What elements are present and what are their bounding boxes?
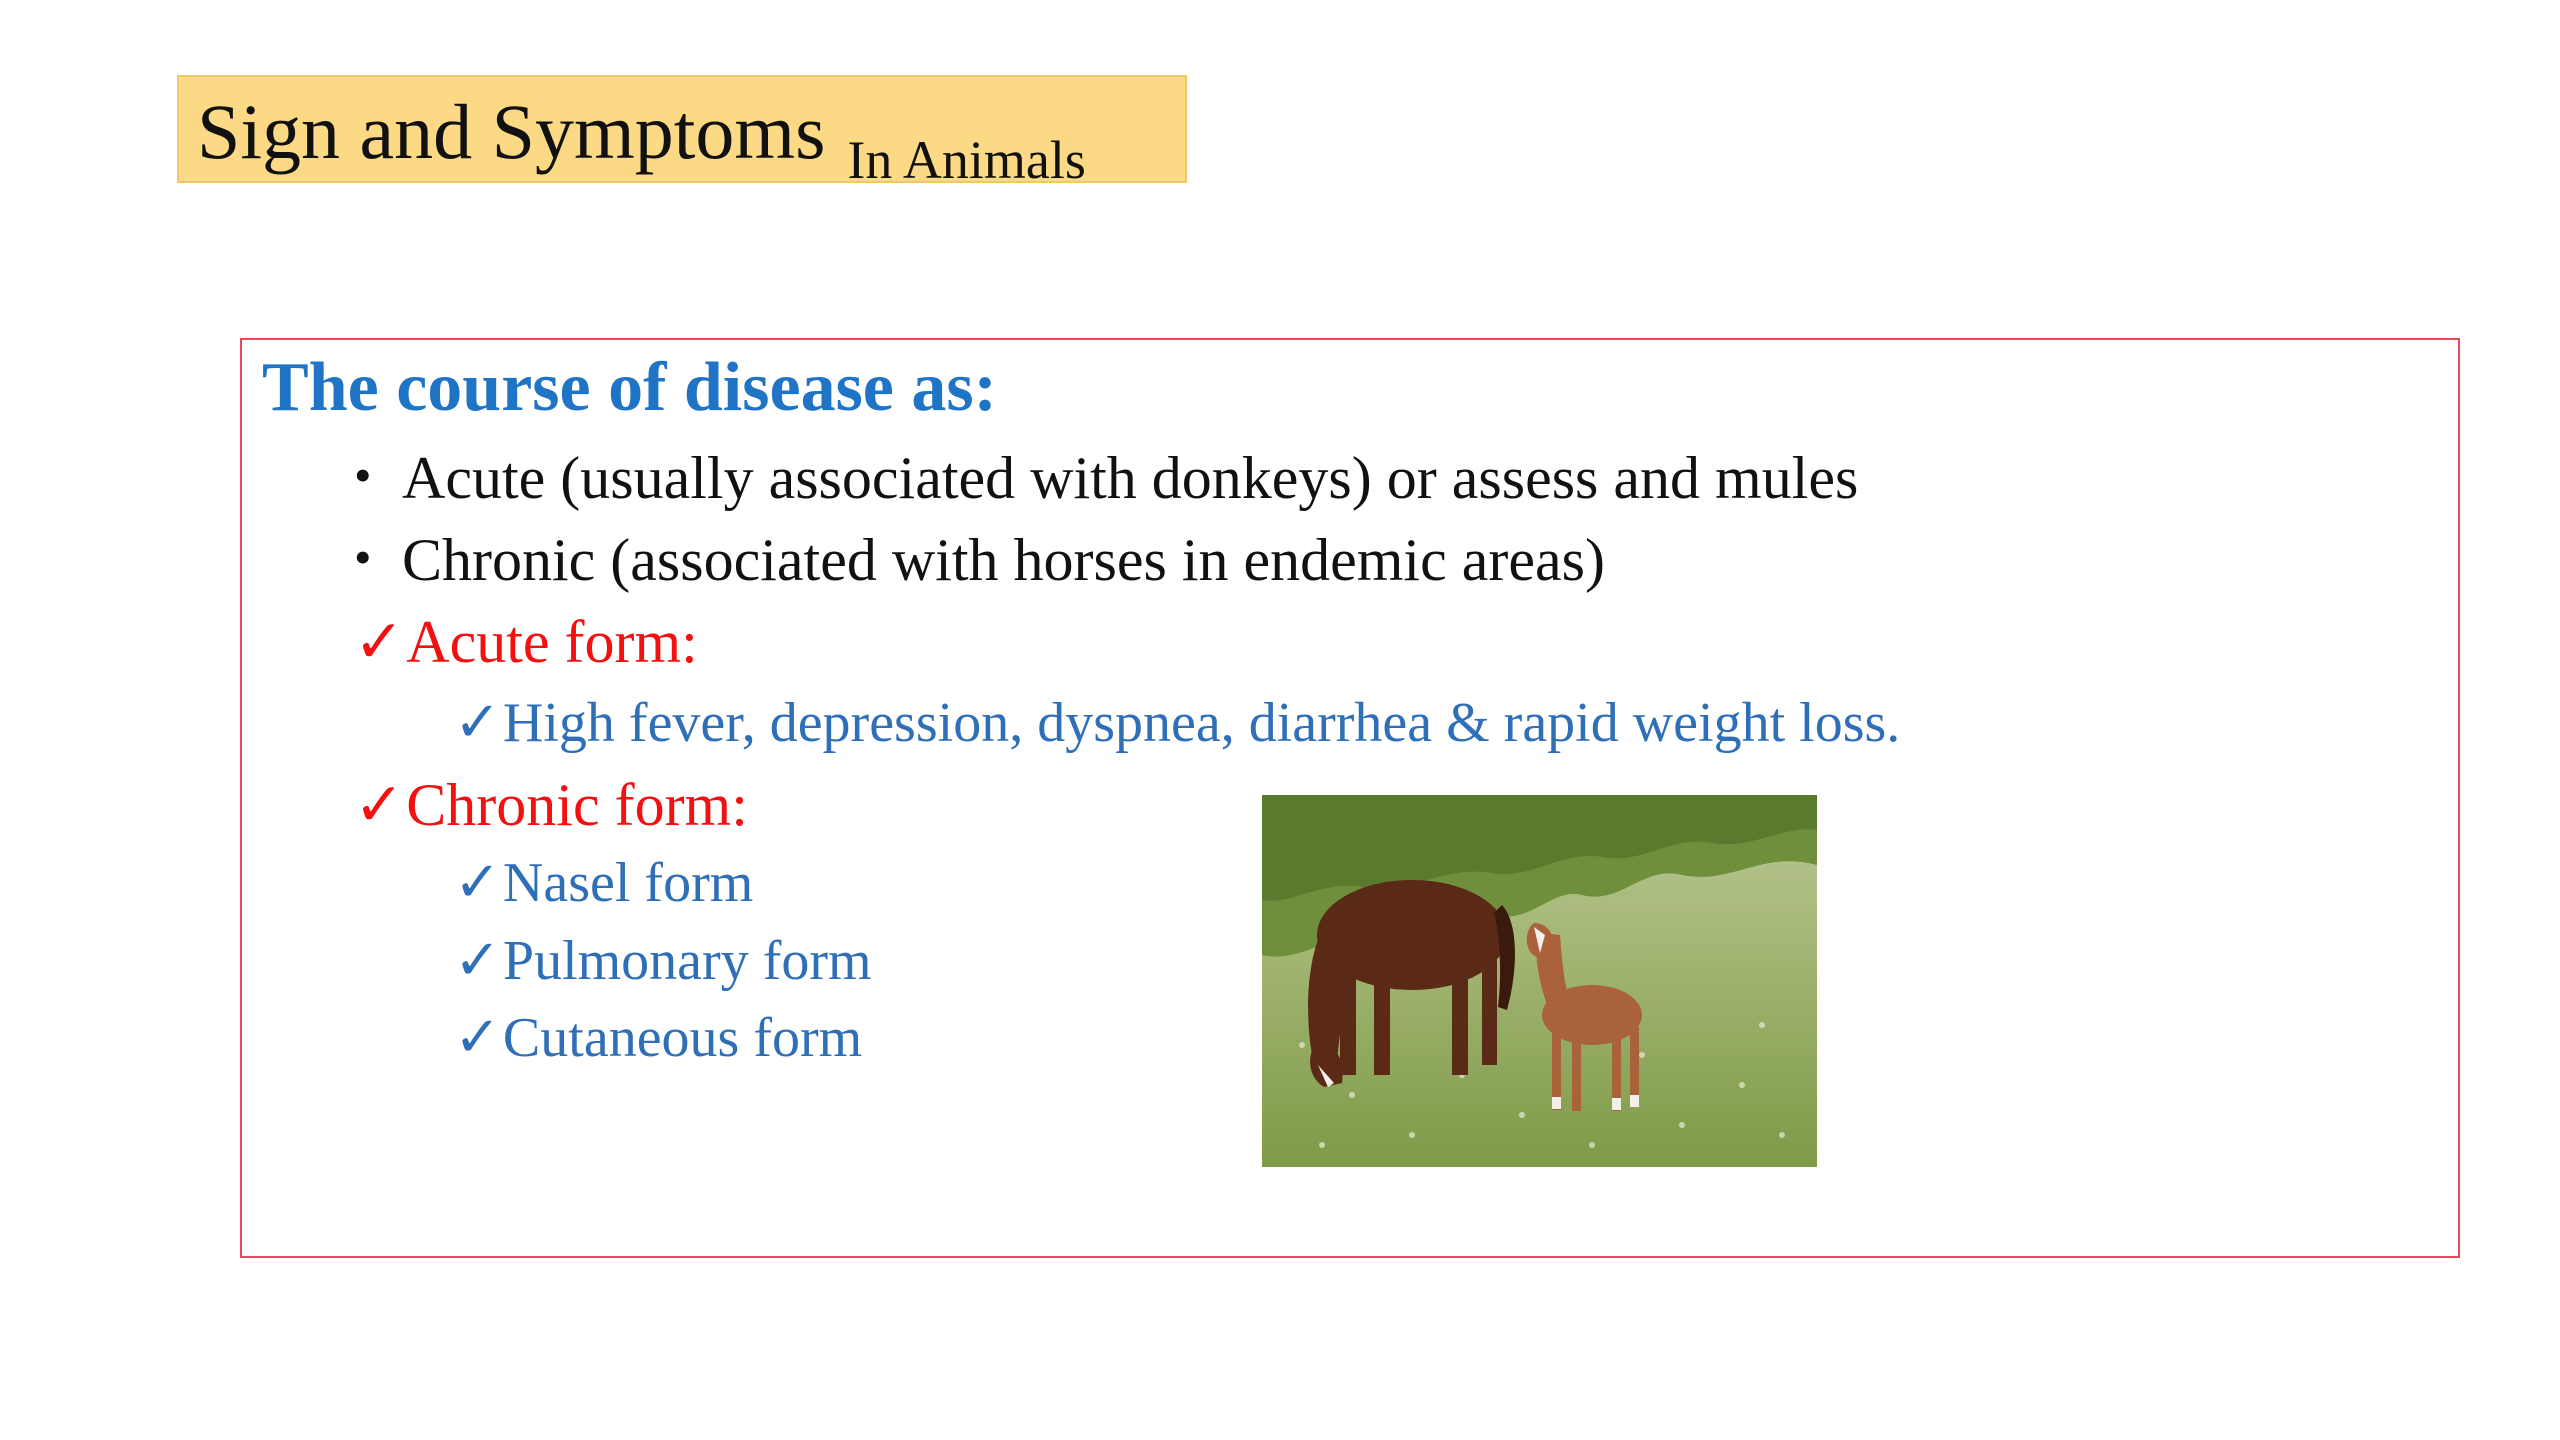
acute-symptom-text: High fever, depression, dyspnea, diarrhea & rapid weight loss.: [502, 692, 1901, 754]
chronic-item-text: Nasel form: [502, 852, 754, 914]
title-main: Sign and Symptoms: [197, 88, 826, 175]
chronic-item-text: Pulmonary form: [502, 930, 872, 992]
bullet-icon: •: [354, 529, 372, 585]
chronic-form-label: [354, 772, 748, 838]
checkmark-icon: ✓: [454, 692, 501, 754]
checkmark-icon: ✓: [454, 930, 501, 992]
checkmark-icon: ✓: [354, 609, 405, 675]
chronic-item-cutaneous: [454, 1007, 863, 1069]
bullet-icon: •: [354, 447, 372, 503]
chronic-form-text: Chronic form:: [406, 772, 748, 838]
bullet-item-acute: [354, 445, 1859, 511]
chronic-item-text: Cutaneous form: [502, 1007, 863, 1069]
title-subscript: In Animals: [847, 130, 1086, 190]
acute-symptom-item: [454, 692, 1901, 754]
bullet-item-chronic: [354, 527, 1605, 593]
checkmark-icon: ✓: [454, 852, 501, 914]
content-box: [240, 338, 2460, 1258]
bullet-text: Acute (usually associated with donkeys) or assess and mules: [402, 445, 1859, 511]
checkmark-icon: ✓: [454, 1007, 501, 1069]
bullet-text: Chronic (associated with horses in endemic areas): [402, 527, 1605, 593]
horses-photo: [1262, 795, 1817, 1167]
acute-form-text: Acute form:: [406, 609, 698, 675]
content-heading: The course of disease as:: [262, 349, 997, 426]
acute-form-label: [354, 609, 698, 675]
horses-photo-icon: [1262, 795, 1817, 1167]
chronic-item-nasal: [454, 852, 754, 914]
chronic-item-pulmonary: [454, 930, 872, 992]
checkmark-icon: ✓: [354, 772, 405, 838]
slide-title: [177, 75, 1187, 190]
